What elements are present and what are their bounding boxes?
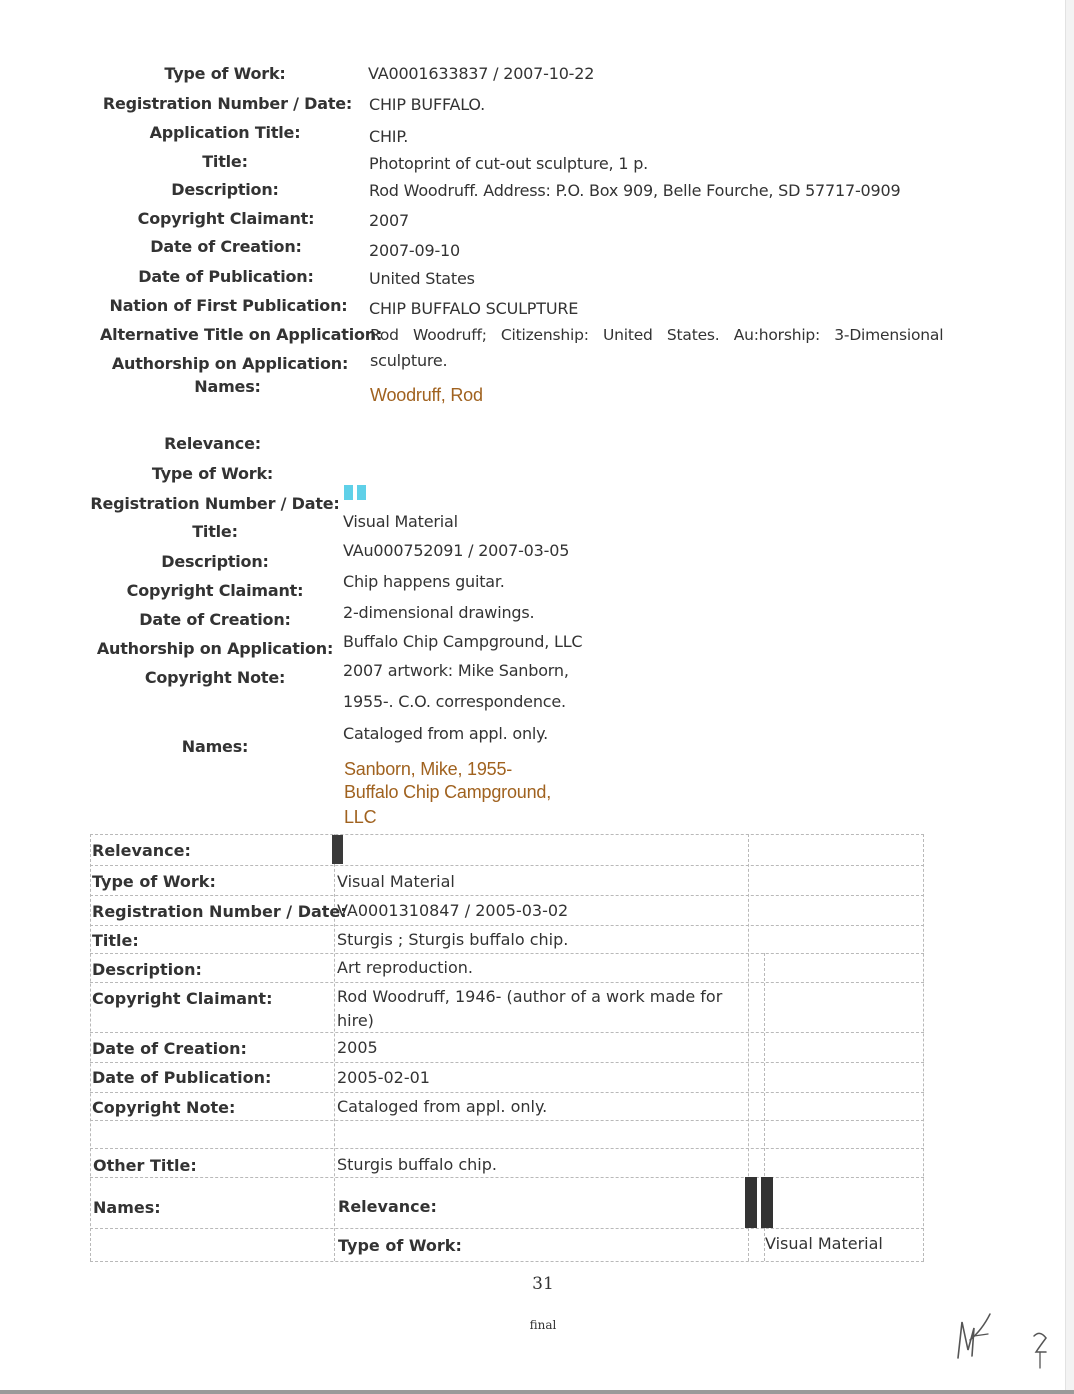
value-type-of-work: Visual Material	[343, 512, 458, 531]
name-link-sanborn-mike[interactable]: Sanborn, Mike, 1955-	[344, 759, 513, 779]
grid-line	[90, 1120, 924, 1121]
label-type-of-work: Type of Work:	[151, 464, 274, 483]
value-type-of-work: Visual Material	[337, 872, 455, 891]
value-date-of-creation: 2005	[337, 1038, 378, 1057]
label-relevance: Relevance:	[92, 841, 191, 860]
value-copyright-claimant: Buffalo Chip Campground, LLC	[343, 632, 583, 651]
label-nation-of-first-publication: Nation of First Publication:	[109, 296, 348, 315]
label-date-of-creation: Date of Creation:	[92, 1039, 247, 1058]
value-authorship-line-2: 1955-. C.O. correspondence.	[343, 692, 566, 711]
name-link-buffalo-chip-campground[interactable]: Buffalo Chip Campground,	[344, 782, 551, 802]
grid-line	[90, 895, 924, 896]
value-description: Rod Woodruff. Address: P.O. Box 909, Belle Fourche, SD 57717-0909	[369, 181, 901, 200]
label-registration-number-date: Registration Number / Date:	[90, 494, 340, 513]
label-names: Names:	[181, 737, 249, 756]
value-other-title: Sturgis buffalo chip.	[337, 1155, 497, 1174]
name-link-woodruff-rod[interactable]: Woodruff, Rod	[370, 385, 483, 405]
value-application-title: CHIP.	[369, 127, 409, 146]
label-authorship-on-application: Authorship on Application:	[111, 354, 349, 373]
label-description: Description:	[92, 960, 202, 979]
grid-line	[923, 834, 924, 1261]
label-application-title: Application Title:	[149, 123, 301, 142]
page-number: 31	[532, 1274, 554, 1294]
handwritten-initials	[948, 1300, 1068, 1380]
label-title: Title:	[92, 931, 139, 950]
value-copyright-claimant-line-2: hire)	[337, 1011, 374, 1030]
label-description: Description:	[161, 552, 269, 571]
value-registration-number: VA0001310847 / 2005-03-02	[337, 901, 569, 920]
value-date-of-publication: 2005-02-01	[337, 1068, 430, 1087]
label-type-of-work: Type of Work:	[92, 872, 216, 891]
relevance-bar-segment	[344, 485, 353, 500]
label-date-of-creation: Date of Creation:	[150, 237, 302, 256]
value-title: Sturgis ; Sturgis buffalo chip.	[337, 930, 569, 949]
grid-line	[90, 1228, 924, 1229]
relevance-bar-segment	[357, 485, 366, 500]
label-date-of-creation: Date of Creation:	[139, 610, 291, 629]
label-registration-number-date: Registration Number / Date:	[102, 94, 353, 113]
footer-note: final	[529, 1318, 557, 1332]
label-relevance: Relevance:	[164, 434, 261, 453]
label-type-of-work: Type of Work:	[164, 64, 286, 83]
relevance-bar	[332, 835, 343, 864]
label-authorship-on-application: Authorship on Application:	[96, 639, 334, 658]
label-alternative-title: Alternative Title on Application:	[100, 325, 383, 344]
value-authorship-line-2: sculpture.	[370, 351, 448, 370]
value-type-of-work: VA0001633837 / 2007-10-22	[368, 64, 595, 83]
value-copyright-claimant: 2007	[369, 211, 409, 230]
value-date-of-publication: United States	[369, 269, 475, 288]
grid-line	[90, 982, 924, 983]
value-type-of-work-next: Visual Material	[765, 1234, 883, 1253]
label-date-of-publication: Date of Publication:	[92, 1068, 272, 1087]
grid-line	[334, 834, 335, 1261]
value-copyright-claimant-line-1: Rod Woodruff, 1946- (author of a work made for	[337, 987, 723, 1006]
label-registration-number-date: Registration Number / Date:	[92, 902, 347, 921]
value-authorship-line-1: Rod Woodruff; Citizenship: United States. Au:horship: 3-Dimensional	[370, 326, 944, 344]
label-copyright-claimant: Copyright Claimant:	[92, 989, 273, 1008]
page-edge	[1065, 0, 1074, 1394]
grid-line	[90, 1032, 924, 1033]
label-names: Names:	[194, 377, 261, 396]
value-description: Art reproduction.	[337, 958, 473, 977]
value-registration-number: CHIP BUFFALO.	[369, 95, 486, 114]
relevance-bar-segment	[745, 1177, 757, 1228]
label-copyright-note: Copyright Note:	[144, 668, 286, 687]
grid-line	[90, 953, 924, 954]
name-link-llc[interactable]: LLC	[344, 807, 377, 827]
value-nation-of-first-publication: CHIP BUFFALO SCULPTURE	[369, 299, 579, 318]
label-title: Title:	[192, 522, 238, 541]
grid-line	[90, 1177, 924, 1178]
value-copyright-note: Cataloged from appl. only.	[337, 1097, 548, 1116]
value-authorship-line-1: 2007 artwork: Mike Sanborn,	[343, 661, 569, 680]
value-title: Chip happens guitar.	[343, 572, 505, 591]
grid-line	[90, 1261, 924, 1262]
label-relevance-next: Relevance:	[338, 1197, 437, 1216]
value-registration-number: VAu000752091 / 2007-03-05	[343, 541, 570, 560]
label-other-title: Other Title:	[93, 1156, 197, 1175]
grid-line	[90, 865, 924, 866]
label-copyright-note: Copyright Note:	[92, 1098, 236, 1117]
label-description: Description:	[171, 180, 279, 199]
label-copyright-claimant: Copyright Claimant:	[137, 209, 315, 228]
grid-line	[90, 834, 91, 1261]
bottom-edge	[0, 1390, 1074, 1394]
label-names: Names:	[93, 1198, 161, 1217]
value-date-of-creation: 2007-09-10	[369, 241, 460, 260]
grid-line	[90, 1062, 924, 1063]
relevance-bar-segment	[761, 1177, 773, 1228]
grid-line	[90, 1148, 924, 1149]
value-title: Photoprint of cut-out sculpture, 1 p.	[369, 154, 649, 173]
grid-line	[90, 1092, 924, 1093]
grid-line	[90, 834, 924, 835]
label-date-of-publication: Date of Publication:	[138, 267, 314, 286]
label-type-of-work-next: Type of Work:	[338, 1236, 462, 1255]
label-copyright-claimant: Copyright Claimant:	[126, 581, 304, 600]
value-description: 2-dimensional drawings.	[343, 603, 535, 622]
grid-line	[90, 925, 924, 926]
value-copyright-note: Cataloged from appl. only.	[343, 724, 549, 743]
label-title: Title:	[202, 152, 248, 171]
